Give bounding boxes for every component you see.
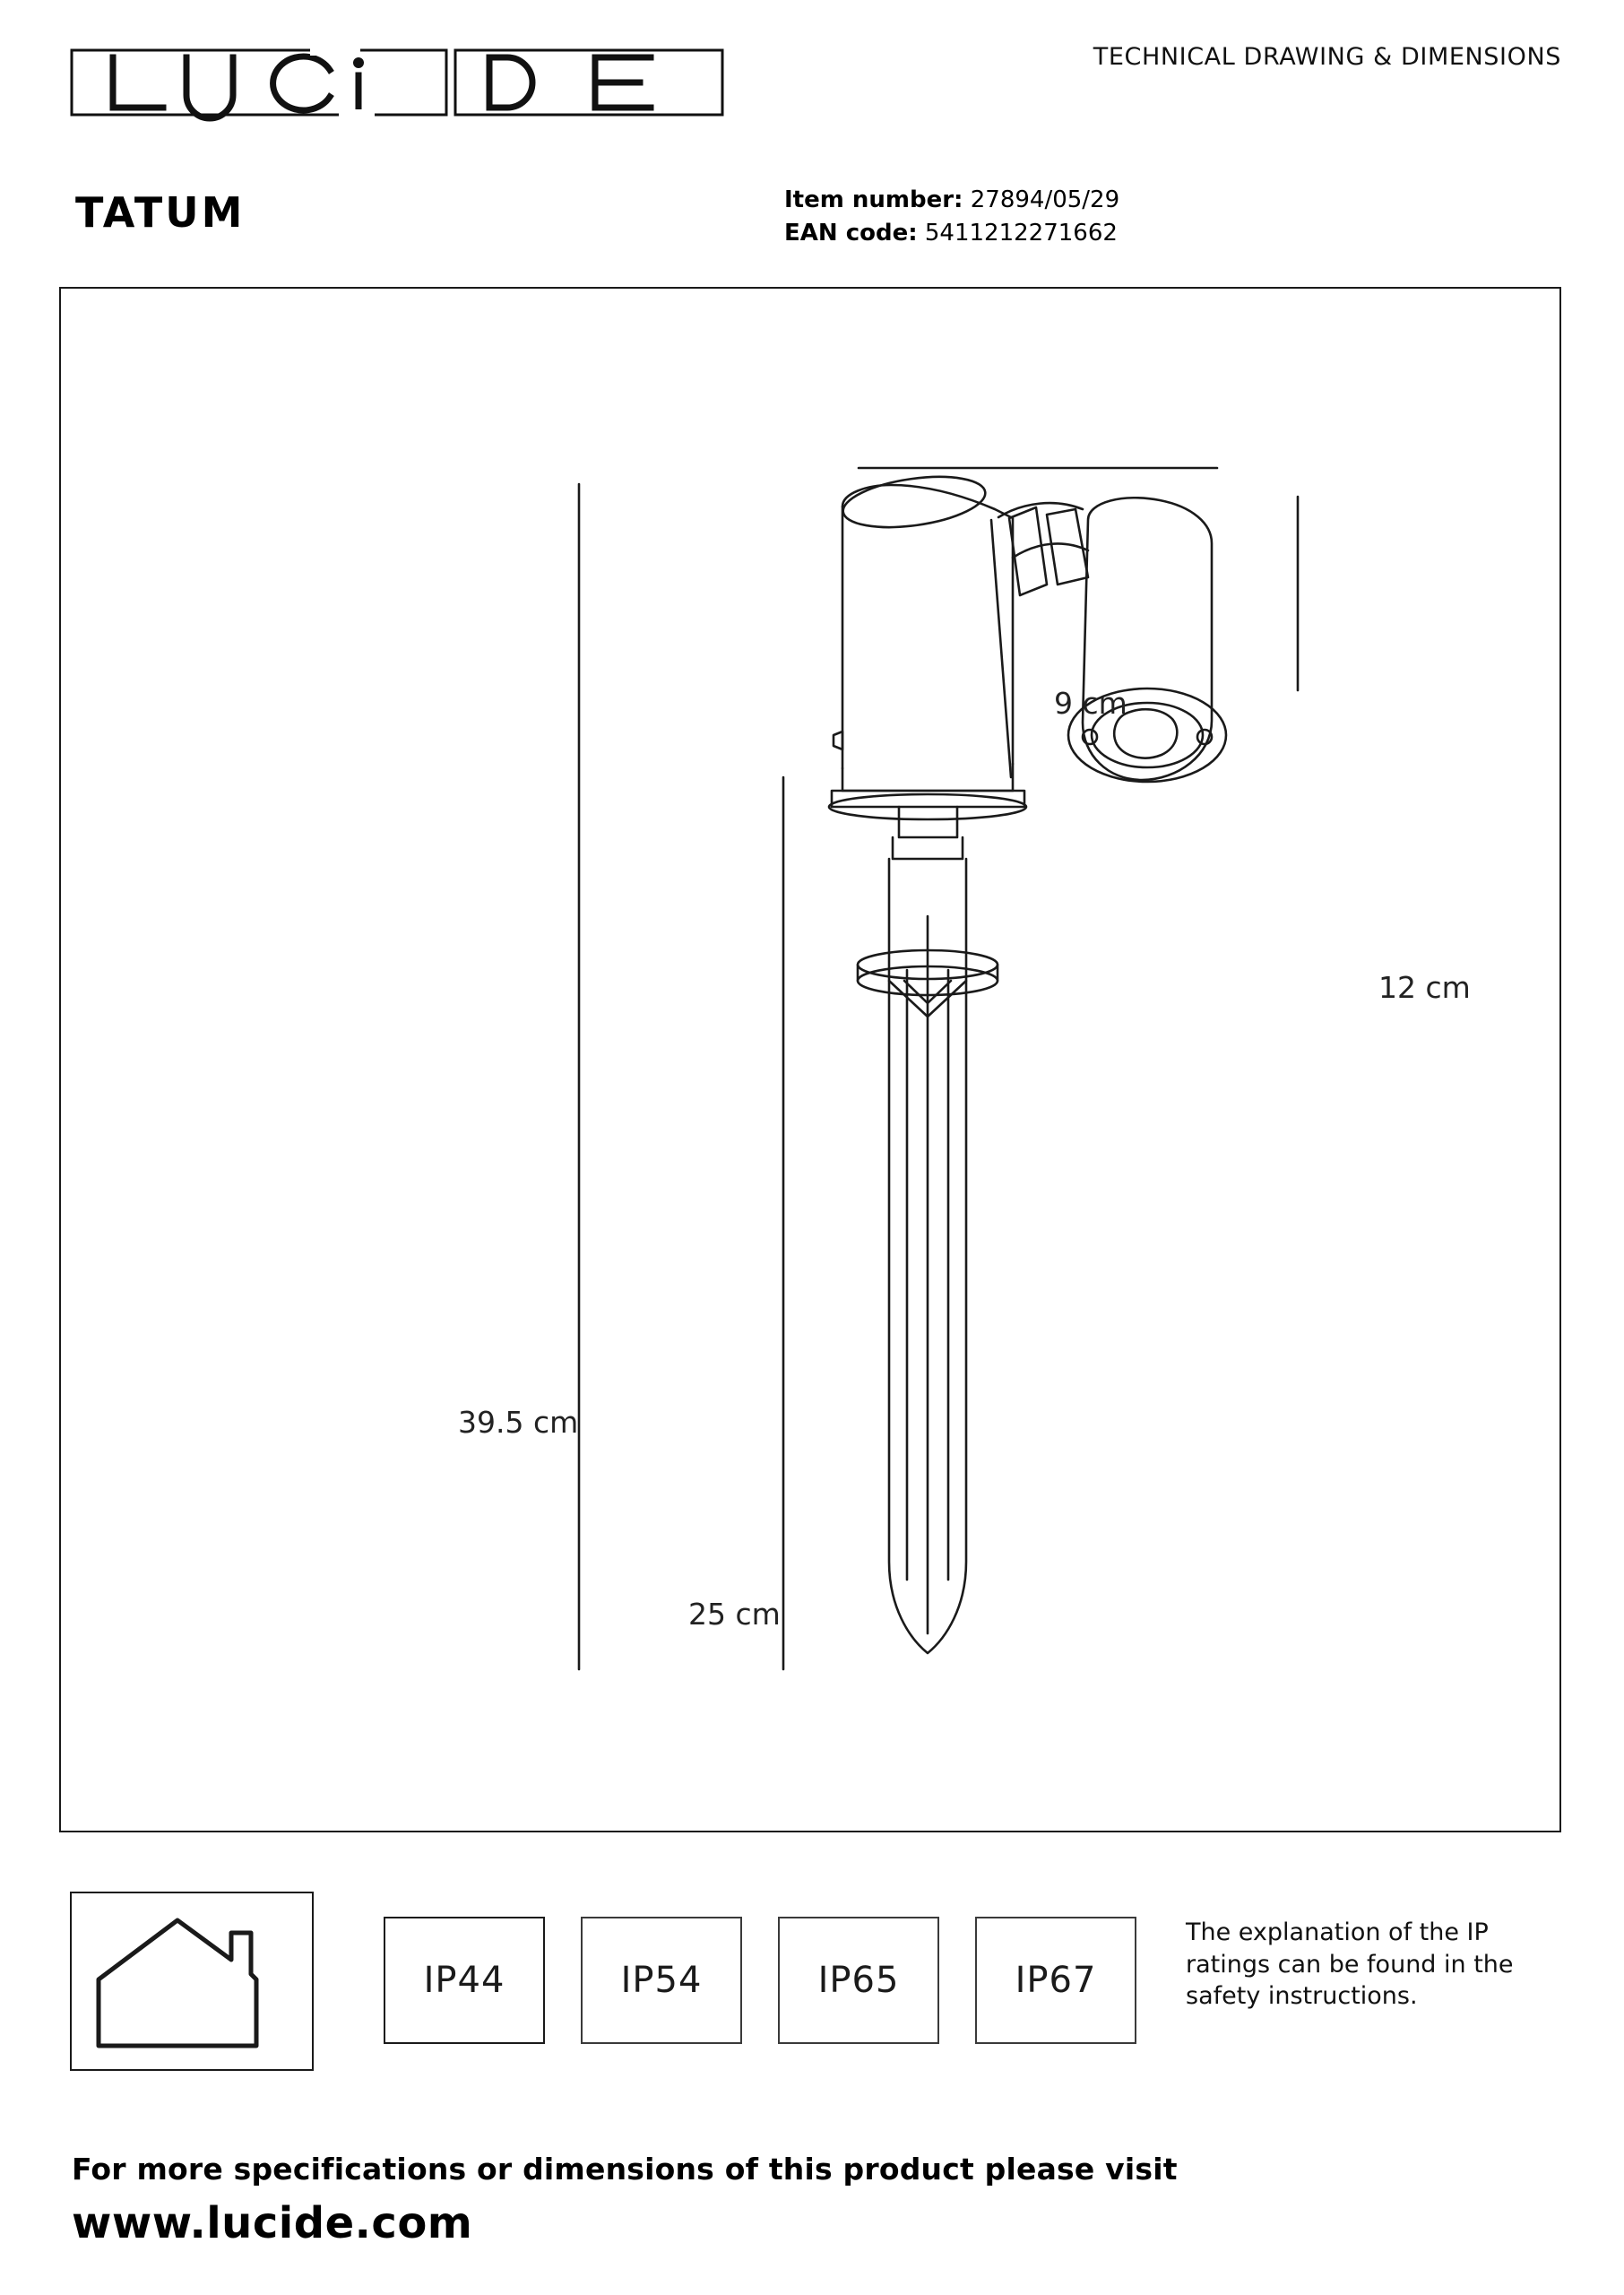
- header-title: TECHNICAL DRAWING & DIMENSIONS: [1093, 43, 1561, 71]
- ean-label: EAN code:: [784, 219, 918, 247]
- footer-website-link[interactable]: www.lucide.com: [72, 2198, 473, 2248]
- dimension-total-height-label: 39.5 cm: [458, 1405, 579, 1440]
- ip-badge-ip67: [975, 1917, 1136, 2044]
- ip-badge-ip54: [581, 1917, 742, 2044]
- page-title: TATUM: [75, 188, 246, 237]
- outdoor-house-icon-box: [70, 1892, 314, 2071]
- item-number-value: 27894/05/29: [970, 186, 1120, 213]
- ip-badge-ip44: [384, 1917, 545, 2044]
- dimension-spike-height-label: 25 cm: [688, 1597, 781, 1632]
- ip-badge-label: IP54: [620, 1960, 703, 2001]
- product-technical-drawing: [61, 289, 1563, 1834]
- item-number-line: [784, 184, 1119, 217]
- ip-badge-label: IP44: [423, 1960, 505, 2001]
- ip-explanation-note: The explanation of the IP ratings can be found in the safety instructions.: [1186, 1918, 1514, 2011]
- ip-badge-ip65: [778, 1917, 939, 2044]
- product-identifiers: [784, 184, 1119, 250]
- footer-text: For more specifications or dimensions of this product please visit: [72, 2152, 1178, 2187]
- ip-badge-label: IP67: [1015, 1960, 1097, 2001]
- ean-value: 5411212271662: [924, 219, 1118, 247]
- dimension-width-label: 9 cm: [1054, 686, 1127, 721]
- item-number-label: Item number:: [784, 186, 963, 213]
- house-icon: [72, 1893, 312, 2069]
- ean-line: [784, 217, 1119, 250]
- ip-badge-label: IP65: [817, 1960, 900, 2001]
- technical-drawing-frame: [59, 287, 1561, 1832]
- ip-rating-row: [70, 1892, 1558, 2071]
- dimension-head-height-label: 12 cm: [1378, 970, 1471, 1005]
- lucide-logo: [70, 43, 724, 122]
